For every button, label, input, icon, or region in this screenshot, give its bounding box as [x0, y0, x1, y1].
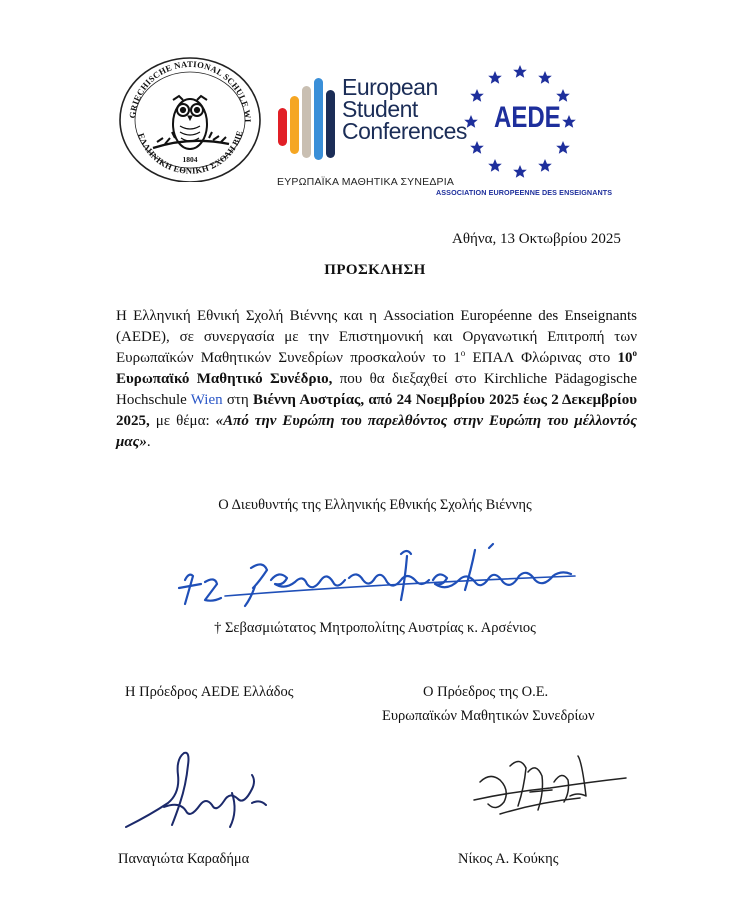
- esc-logo-subtitle: ΕΥΡΩΠΑΪΚΑ ΜΑΘΗΤΙΚΑ ΣΥΝΕΔΡΙΑ: [277, 176, 455, 188]
- invitation-body: [116, 306, 637, 453]
- esc-logo-line3: Conferences: [342, 118, 467, 144]
- aede-logo: [434, 56, 613, 198]
- body-bold-2: Ευρωπαϊκό Μαθητικό Συνέδριο,: [116, 371, 333, 387]
- aede-president-signature: [120, 745, 270, 840]
- oe-president-title-line2: Ευρωπαϊκών Μαθητικών Συνεδρίων: [382, 708, 595, 724]
- esc-logo-line2: Student: [342, 96, 418, 122]
- esc-logo: [272, 66, 467, 194]
- school-seal-logo: [117, 52, 263, 182]
- svg-text:1804: 1804: [182, 155, 198, 164]
- aede-president-name: Παναγιώτα Καραδήμα: [118, 851, 250, 867]
- svg-text:GRIECHISCHE NATIONAL SCHULE WI: GRIECHISCHE NATIONAL SCHULE WI: [127, 58, 254, 123]
- esc-logo-line1: European: [342, 74, 438, 100]
- conference-theme: «Από την Ευρώπη του παρελθόντος στην Ευρώπη του μέλλοντός μας»: [116, 413, 637, 450]
- body-wien: Wien: [190, 392, 223, 408]
- body-text-2: ΕΠΑΛ Φλώρινας στο: [465, 350, 618, 366]
- metropolitan-name: † Σεβασμιώτατος Μητροπολίτης Αυστρίας κ. Αρσένιος: [214, 620, 536, 636]
- body-text-6: .: [146, 434, 151, 450]
- metropolitan-signature: [175, 540, 585, 615]
- oe-president-name: Νίκος Α. Κούκης: [458, 851, 559, 867]
- letter-date: Αθήνα, 13 Οκτωβρίου 2025: [452, 231, 621, 247]
- svg-text:ΕΛΛΗΝΙΚΗ ΕΘΝΙΚΗ ΣΧΟΛΗ ΒΙΕΝΝΗΣ: ΕΛΛΗΝΙΚΗ ΕΘΝΙΚΗ ΣΧΟΛΗ ΒΙΕ: [136, 129, 245, 176]
- body-bold-3: Βιέννη Αυστρίας, από 24 Νοεμβρίου 2025 έως 2 Δεκεμβρίου 2025,: [116, 392, 637, 429]
- aede-wordmark: AEDE: [494, 100, 561, 135]
- oe-president-title-line1: Ο Πρόεδρος της Ο.Ε.: [423, 684, 549, 700]
- body-bold-1: 10: [617, 350, 633, 366]
- body-text-5: με θέμα:: [149, 413, 216, 429]
- body-sup-1: ο: [460, 348, 466, 358]
- oe-president-signature: [470, 752, 630, 820]
- body-text-4: στη: [222, 392, 253, 408]
- body-sup-2: ο: [632, 348, 637, 358]
- body-text-3: που θα διεξαχθεί στο Kirchliche Pädagogische Hochschule: [116, 371, 637, 408]
- letter-title: ΠΡΟΣΚΛΗΣΗ: [324, 262, 426, 278]
- director-title: Ο Διευθυντής της Ελληνικής Εθνικής Σχολής Βιέννης: [218, 497, 532, 513]
- aede-subtitle: ASSOCIATION EUROPEENNE DES ENSEIGNANTS: [436, 188, 613, 197]
- aede-president-title: Η Πρόεδρος AEDE Ελλάδος: [125, 684, 294, 700]
- body-text-1: Η Ελληνική Εθνική Σχολή Βιέννης και η Association Européenne des Enseignants (AEDE), σε συνεργασία με την Επιστημονική και Οργανωτική Επιτροπή των Ευρωπαϊκών Μαθητικών Συνεδρίων προσκαλούν το 1: [116, 308, 637, 366]
